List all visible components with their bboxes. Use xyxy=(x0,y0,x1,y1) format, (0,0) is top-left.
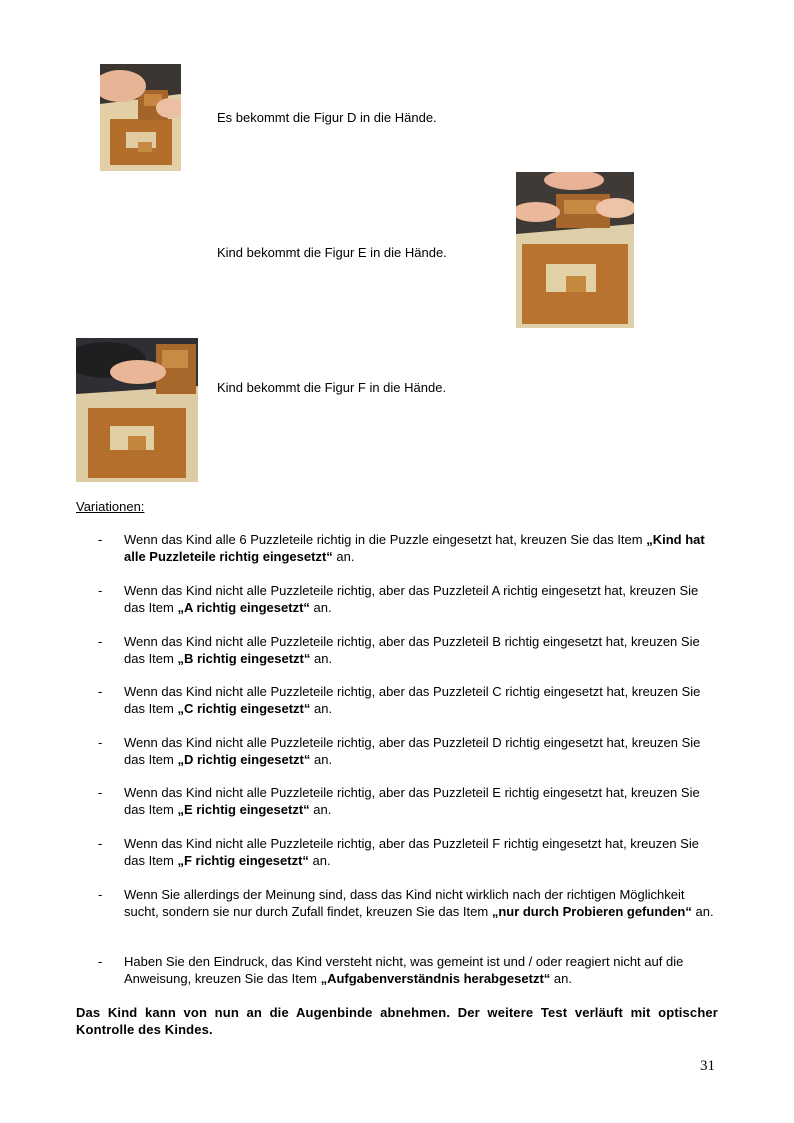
item-text: Wenn das Kind nicht alle Puzzleteile richtig, aber das Puzzleteil F richtig eingesetzt hat, kreuzen Sie das Item xyxy=(124,836,699,868)
list-dash: - xyxy=(98,954,103,969)
photo-figure-e xyxy=(516,172,634,328)
caption-figure-f: Kind bekommt die Figur F in die Hände. xyxy=(217,380,447,395)
closing-paragraph: Das Kind kann von nun an die Augenbinde abnehmen. Der weitere Test verläuft mit optischer Kontrolle des Kindes. xyxy=(76,1005,718,1037)
list-dash: - xyxy=(98,836,103,851)
list-dash: - xyxy=(98,785,103,800)
item-text: Wenn das Kind nicht alle Puzzleteile richtig, aber das Puzzleteil C richtig eingesetzt hat, kreuzen Sie das Item xyxy=(124,684,701,716)
item-text-end: an. xyxy=(550,971,572,986)
item-bold-label: „F richtig eingesetzt“ xyxy=(177,853,309,868)
list-item xyxy=(0,784,720,835)
list-item xyxy=(0,734,720,784)
variations-heading: Variationen: xyxy=(76,499,145,514)
item-text: Wenn das Kind nicht alle Puzzleteile richtig, aber das Puzzleteil D richtig eingesetzt hat, kreuzen Sie das Item xyxy=(124,735,701,767)
list-dash: - xyxy=(98,634,103,649)
list-dash: - xyxy=(98,887,103,902)
item-text-end: an. xyxy=(309,802,332,817)
item-text: Wenn das Kind alle 6 Puzzleteile richtig in die Puzzle eingesetzt hat, kreuzen Sie das Item xyxy=(124,532,647,547)
variations-list xyxy=(0,531,794,1003)
list-item xyxy=(0,683,720,734)
item-bold-label: „B richtig eingesetzt“ xyxy=(177,651,311,666)
item-bold-label: „D richtig eingesetzt“ xyxy=(177,752,311,767)
list-item xyxy=(0,633,720,683)
item-bold-label: „C richtig eingesetzt“ xyxy=(177,701,311,716)
item-bold-label: „A richtig eingesetzt“ xyxy=(177,600,310,615)
item-text-end: an. xyxy=(308,853,331,868)
caption-figure-e: Kind bekommt die Figur E in die Hände. xyxy=(217,245,447,260)
list-dash: - xyxy=(98,735,103,750)
caption-figure-d: Es bekommt die Figur D in die Hände. xyxy=(217,110,437,125)
item-text-end: an. xyxy=(309,600,332,615)
list-item xyxy=(0,835,720,886)
list-item xyxy=(0,531,720,582)
item-bold-label: „Aufgabenverständnis herabgesetzt“ xyxy=(320,971,551,986)
item-bold-label: „nur durch Probieren gefunden“ xyxy=(491,904,692,919)
list-item xyxy=(0,582,720,633)
list-item xyxy=(0,886,720,953)
page-number: 31 xyxy=(700,1058,715,1074)
item-bold-label: „Kind hat alle Puzzleteile richtig eingesetzt“ xyxy=(124,532,705,564)
item-text: Wenn das Kind nicht alle Puzzleteile richtig, aber das Puzzleteil B richtig eingesetzt hat, kreuzen Sie das Item xyxy=(124,634,700,666)
photo-figure-f xyxy=(76,338,198,482)
item-text-end: an. xyxy=(332,549,355,564)
item-text-end: an. xyxy=(691,904,714,919)
list-item xyxy=(0,953,720,1003)
list-dash: - xyxy=(98,684,103,699)
item-text: Wenn das Kind nicht alle Puzzleteile richtig, aber das Puzzleteil A richtig eingesetzt hat, kreuzen Sie das Item xyxy=(124,583,699,615)
item-text-end: an. xyxy=(310,651,333,666)
photo-figure-d xyxy=(100,64,181,171)
item-text: Haben Sie den Eindruck, das Kind versteht nicht, was gemeint ist und / oder reagiert nicht auf die Anweisung, kreuzen Sie das Item xyxy=(124,954,684,986)
list-dash: - xyxy=(98,583,103,598)
item-text-end: an. xyxy=(310,701,333,716)
item-text: Wenn das Kind nicht alle Puzzleteile richtig, aber das Puzzleteil E richtig eingesetzt hat, kreuzen Sie das Item xyxy=(124,785,700,817)
list-dash: - xyxy=(98,532,103,547)
item-text: Wenn Sie allerdings der Meinung sind, dass das Kind nicht wirklich nach der richtigen Möglichkeit sucht, sondern sie nur durch Zufall findet, kreuzen Sie das Item xyxy=(124,887,685,919)
item-text-end: an. xyxy=(310,752,333,767)
item-bold-label: „E richtig eingesetzt“ xyxy=(177,802,310,817)
